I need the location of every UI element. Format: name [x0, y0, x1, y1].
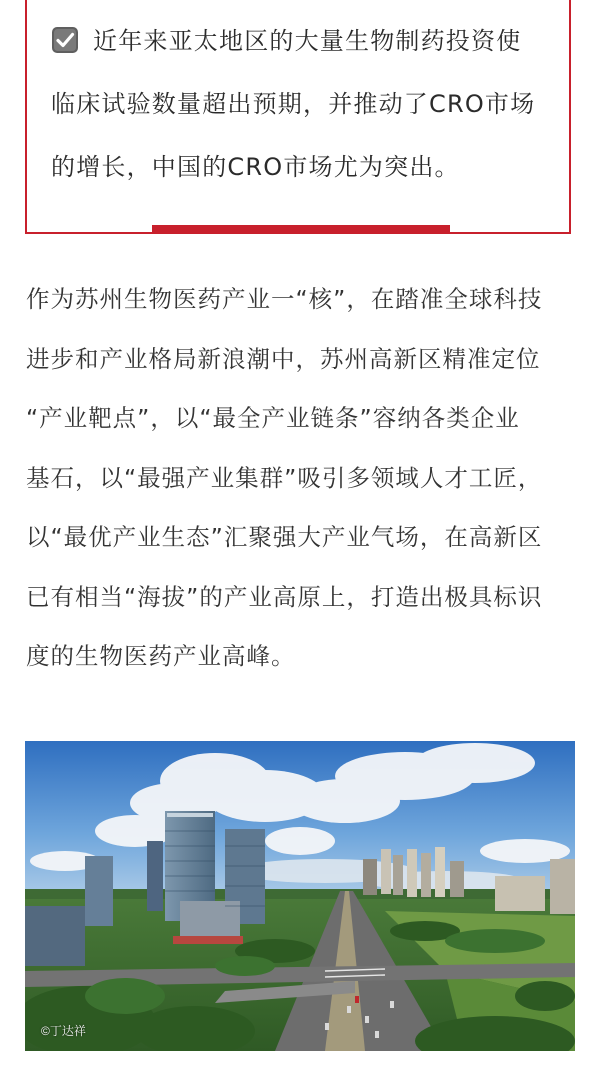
aerial-city-photo	[25, 741, 575, 1051]
quote-line-3: 的增长，中国的CRO市场尤为突出。	[51, 153, 460, 181]
quote-line	[51, 136, 551, 199]
photo-credit: ©丁达祥	[41, 1024, 86, 1038]
checkbox-checked-icon	[51, 15, 79, 43]
paragraph-line: 以“最优产业生态”汇聚强大产业气场，在高新区	[26, 523, 543, 551]
paragraph-line: 度的生物医药产业高峰。	[26, 642, 296, 670]
paragraph-line: “产业靶点”，以“最全产业链条”容纳各类企业	[26, 404, 520, 432]
paragraph-line: 作为苏州生物医药产业一“核”，在踏准全球科技	[26, 285, 543, 313]
paragraph-line: 已有相当“海拔”的产业高原上，打造出极具标识	[26, 582, 543, 611]
accent-bar	[152, 225, 450, 234]
body-paragraph	[26, 270, 576, 687]
quote-line-2: 临床试验数量超出预期，并推动了CRO市场	[51, 90, 536, 118]
quote-line-1: 近年来亚太地区的大量生物制药投资使	[93, 27, 522, 55]
paragraph-line: 进步和产业格局新浪潮中，苏州高新区精准定位	[26, 344, 541, 373]
paragraph-line: 基石，以“最强产业集群”吸引多领域人才工匠，	[26, 463, 543, 492]
city-illustration	[25, 741, 575, 1051]
quote-line	[51, 10, 551, 73]
highlight-quote-box	[25, 0, 571, 234]
quote-line	[51, 73, 551, 136]
quote-text	[51, 10, 551, 199]
